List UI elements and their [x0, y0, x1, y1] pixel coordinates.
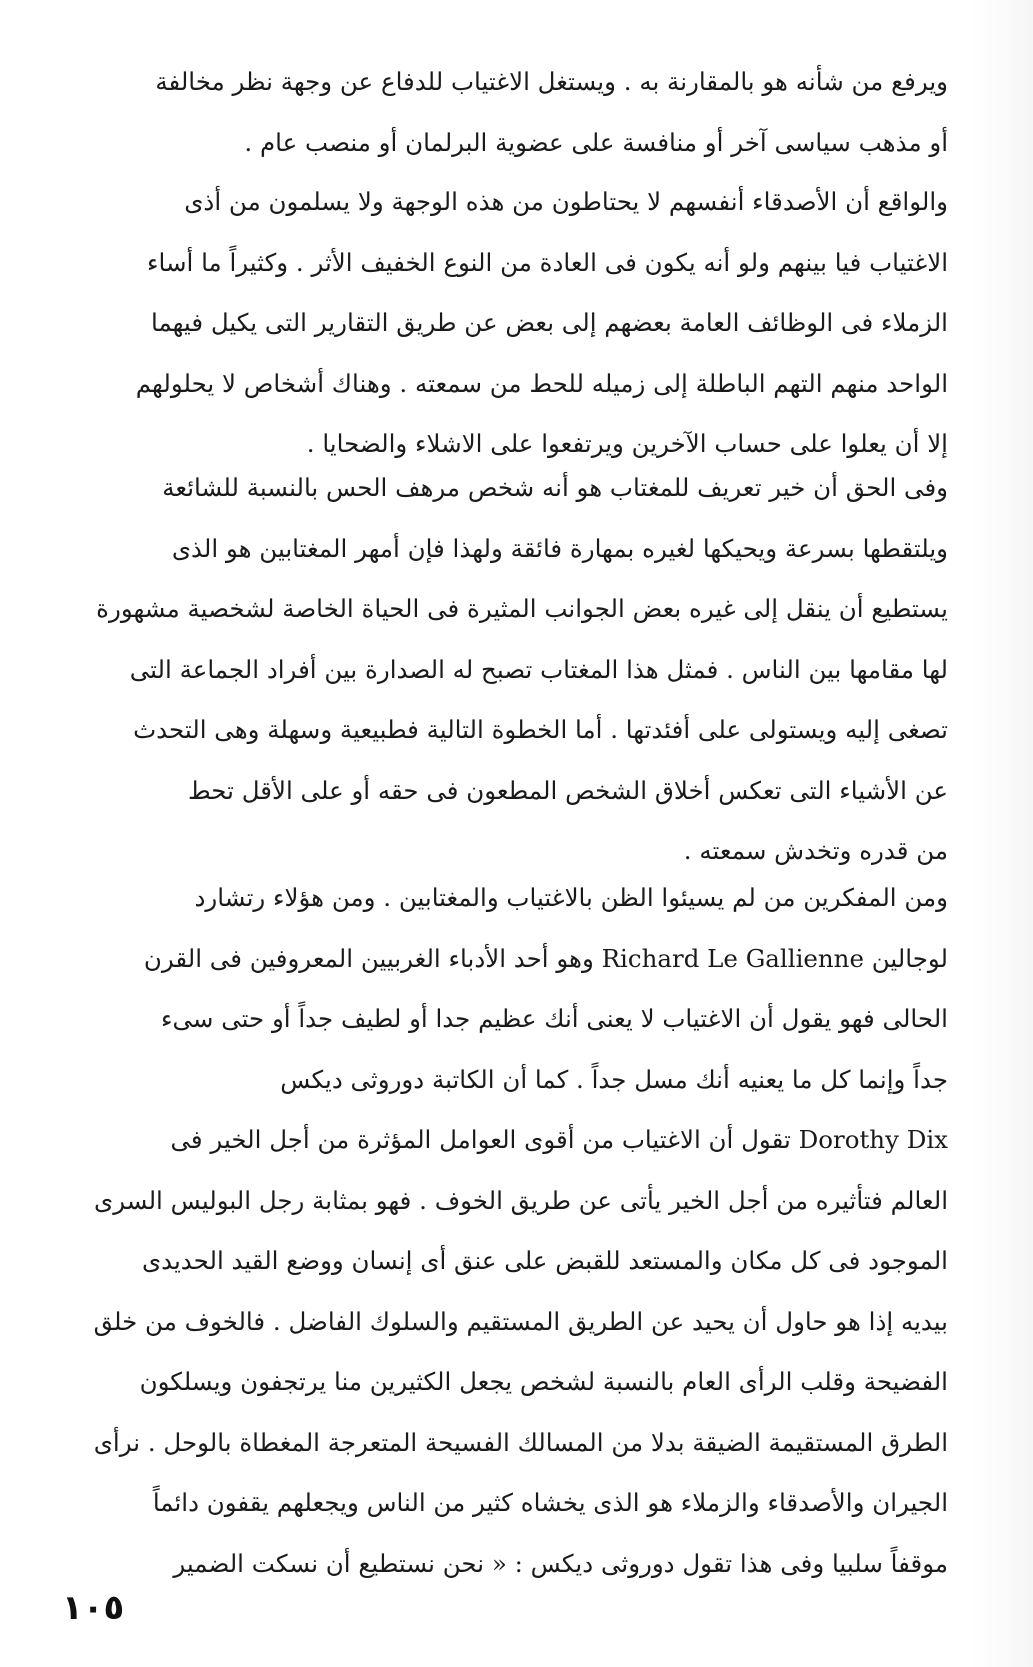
paragraph-line: الاغتياب فيا بينهم ولو أنه يكون فى العادة من النوع الخفيف الأثر . وكثيراً ما أساء	[146, 247, 948, 277]
paragraph-3	[78, 458, 948, 882]
paragraph-line: الطرق المستقيمة الضيقة بدلا من المسالك الفسيحة المتعرجة المغطاة بالوحل . نرأى	[93, 1427, 948, 1457]
paragraph-line: بيديه إذا هو حاول أن يحيد عن الطريق المستقيم والسلوك الفاضل . فالخوف من خلق	[93, 1306, 948, 1336]
paragraph-line: أو مذهب سياسى آخر أو منافسة على عضوية البرلمان أو منصب عام .	[244, 127, 948, 157]
paragraph-line: الحالى فهو يقول أن الاغتياب لا يعنى أنك عظيم جدا أو لطيف جداً أو حتى سىء	[160, 1004, 948, 1033]
paragraph-line: الموجود فى كل مكان والمستعد للقبض على عنق أى إنسان ووضع القيد الحديدى	[141, 1246, 948, 1275]
paragraph-line: موقفاً سلبيا وفى هذا تقول دوروثى ديكس : « نحن نستطيع أن نسكت الضمير	[173, 1548, 948, 1578]
paragraph-line: العالم فتأثيره من أجل الخير يأتى عن طريق الخوف . فهو بمثابة رجل البوليس السرى	[94, 1185, 948, 1215]
paragraph-line: Dorothy Dix تقول أن الاغتياب من أقوى العوامل المؤثرة من أجل الخير فى	[170, 1125, 948, 1154]
page-number: ١٠٥	[62, 1588, 125, 1628]
paragraph-1	[78, 52, 948, 173]
paragraph-line: الواحد منهم التهم الباطلة إلى زميله للحط من سمعته . وهناك أشخاص لا يحلولهم	[135, 368, 948, 398]
paragraph-line: يستطيع أن ينقل إلى غيره بعض الجوانب المثيرة فى الحياة الخاصة لشخصية مشهورة	[96, 594, 948, 623]
paragraph-2	[78, 172, 948, 475]
paragraph-line: الزملاء فى الوظائف العامة بعضهم إلى بعض عن طريق التقارير التى يكيل فيهما	[151, 308, 948, 337]
paragraph-line: ويرفع من شأنه هو بالمقارنة به . ويستغل الاغتياب للدفاع عن وجهة نظر مخالفة	[155, 67, 948, 96]
paragraph-line: ومن المفكرين من لم يسيئوا الظن بالاغتياب والمغتابين . ومن هؤلاء رتشارد	[194, 883, 948, 912]
paragraph-line: لوجالين Richard Le Gallienne وهو أحد الأدباء الغربيين المعروفين فى القرن	[143, 943, 948, 973]
paragraph-line: لها مقامها بين الناس . فمثل هذا المغتاب تصبح له الصدارة بين أفراد الجماعة التى	[129, 654, 948, 684]
paragraph-line: تصغى إليه ويستولى على أفئدتها . أما الخطوة التالية فطبيعية وسهلة وهى التحدث	[133, 715, 948, 744]
paragraph-line: الجيران والأصدقاء والزملاء هو الذى يخشاه كثير من الناس ويجعلهم يقفون دائماً	[152, 1488, 948, 1517]
paragraph-line: إلا أن يعلوا على حساب الآخرين ويرتفعوا على الاشلاء والضحايا .	[306, 429, 948, 458]
paragraph-line: من قدره وتخدش سمعته .	[683, 836, 948, 865]
paragraph-line: ويلتقطها بسرعة ويحيكها لغيره بمهارة فائقة ولهذا فإن أمهر المغتابين هو الذى	[171, 533, 948, 563]
paragraph-line: والواقع أن الأصدقاء أنفسهم لا يحتاطون من هذه الوجهة ولا يسلمون من أذى	[184, 187, 948, 216]
page-margin-shadow	[971, 0, 1033, 1667]
paragraph-line: جداً وإنما كل ما يعنيه أنك مسل جداً . كما أن الكاتبة دوروثى ديكس	[280, 1064, 948, 1094]
paragraph-4	[78, 868, 948, 1594]
paragraph-line: الفضيحة وقلب الرأى العام بالنسبة لشخص يجعل الكثيرين منا يرتجفون ويسلكون	[139, 1367, 948, 1396]
paragraph-line: وفى الحق أن خير تعريف للمغتاب هو أنه شخص مرهف الحس بالنسبة للشائعة	[162, 473, 948, 502]
paragraph-line: عن الأشياء التى تعكس أخلاق الشخص المطعون فى حقه أو على الأقل تحط	[188, 775, 948, 805]
